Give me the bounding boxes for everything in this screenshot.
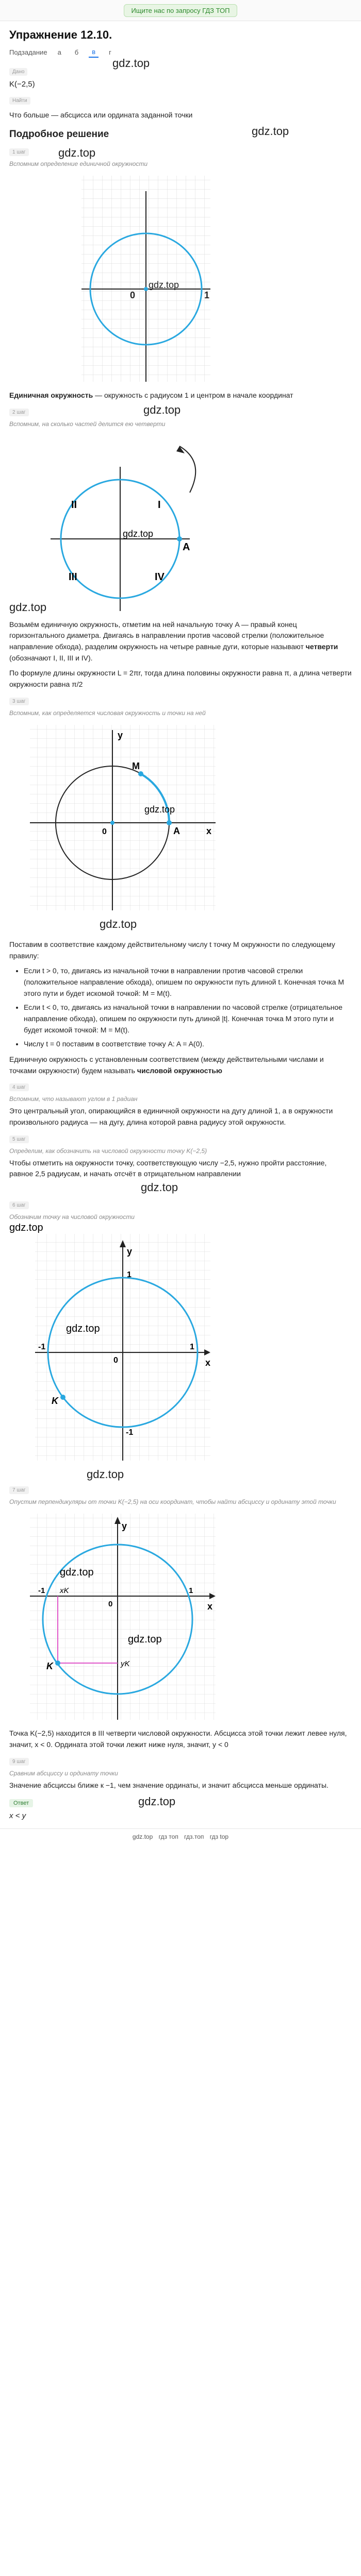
step-label: 4 шаг [9, 1083, 29, 1091]
footer-item[interactable]: гдз top [209, 1833, 229, 1841]
minus-one-x-label: -1 [38, 1343, 46, 1352]
origin-label: 0 [113, 1356, 118, 1365]
quarter-iii: III [69, 571, 77, 583]
step-5 [9, 1132, 352, 1198]
step-text-1 [9, 619, 352, 664]
quarters-term: четверти [305, 642, 338, 651]
minus-one-y-label: -1 [126, 1428, 134, 1437]
subtask-tabs [9, 47, 352, 58]
quarters-figure [9, 431, 226, 616]
step-2 [9, 405, 352, 690]
step-label: 2 шаг [9, 409, 29, 416]
footer-item[interactable]: gdz.top [132, 1833, 153, 1841]
direction-arrow [179, 446, 195, 493]
x-label: x [206, 825, 212, 836]
one-label: 1 [204, 290, 210, 300]
y-label: y [122, 1521, 127, 1532]
step-label: 7 шаг [9, 1486, 29, 1494]
grid [30, 725, 216, 910]
tab-g[interactable]: г [109, 48, 111, 56]
find-text: Что больше — абсцисса или ордината заданной точки [9, 111, 193, 119]
quarters-text: Возьмём единичную окружность, отметим на ней начальную точку A — правый конец горизонтального диаметра. Двигаясь в направлении против часовой стрелки (положительное направление обхода), разделим окружность на четыре равные дуги, которые называют [9, 620, 324, 651]
step-hint: Опустим перпендикуляры от точки K(−2,5) на оси координат, чтобы найти абсциссу и ординату этой точки [9, 1498, 336, 1506]
rule-negative: • Если t < 0, то, двигаясь из начальной точки в направлении по часовой стрелке (отрицательное направление обхода), опишем по окружности путь длиной |t|. Конечная точка M этого пути и будет искомой точкой: M = M(t). [24, 1002, 352, 1036]
point-k [60, 1395, 65, 1400]
step-text-2: По формуле длины окружности L = 2πr, тогда длина половины окружности равна π, а длина четверти окружности равна π/2 [9, 669, 352, 689]
quarter-iv: IV [155, 571, 165, 583]
step-hint: Вспомним, на сколько частей делится ею четверти [9, 420, 166, 428]
tab-b[interactable]: б [74, 48, 79, 56]
footer-item[interactable]: гдз.топ [184, 1833, 204, 1841]
footer [0, 1828, 361, 1844]
y-label: y [118, 730, 123, 740]
watermark: gdz.top [9, 600, 47, 614]
step-text: Это центральный угол, опирающийся в единичной окружности на дугу длиной 1, а в окружности произвольного радиуса — на дугу, длина которой равна радиусу этой окружности. [9, 1107, 333, 1127]
page-title: Упражнение 12.10. [9, 28, 112, 41]
watermark: gdz.top [144, 804, 175, 815]
projections-figure [9, 1509, 226, 1725]
watermark: gdz.top [143, 403, 181, 416]
answer-section [9, 1795, 352, 1821]
one-x-label: 1 [190, 1343, 194, 1352]
xk-label: xK [60, 1586, 69, 1596]
step-intro: Поставим в соответствие каждому действительному числу t точку M окружности по следующему правилу: [9, 940, 335, 960]
watermark-row [9, 918, 352, 936]
step-outro [9, 1054, 352, 1076]
step-6 [9, 1198, 352, 1483]
watermark: gdz.top [100, 917, 137, 930]
quarter-ii: II [71, 499, 77, 511]
subtask-label: Подзадание [9, 48, 47, 56]
definition: — окружность с радиусом 1 и центром в начале координат [93, 391, 293, 399]
step-hint: Сравним абсциссу и ординату точки [9, 1769, 118, 1777]
watermark: gdz.top [9, 1224, 43, 1234]
watermark-row [9, 1468, 352, 1483]
rule-positive: • Если t > 0, то, двигаясь из начальной точки в направлении против часовой стрелки (положительное направление обхода), опишем по окружности путь длиной t. Конечная точка M этого пути и будет искомой точкой: M = M(t). [24, 965, 352, 999]
search-hint-link[interactable]: Ищите нас по запросу ГДЗ ТОП [124, 4, 238, 17]
step-label: 5 шаг [9, 1136, 29, 1143]
term: Единичная окружность [9, 391, 93, 399]
point-a [177, 536, 182, 541]
watermark: gdz.top [66, 1323, 100, 1335]
answer-label: Ответ [9, 1799, 33, 1807]
watermark: gdz.top [58, 146, 96, 159]
origin-label: 0 [102, 827, 107, 836]
watermark: gdz.top [149, 280, 179, 290]
step-label: 6 шаг [9, 1201, 29, 1209]
rules-list [9, 965, 352, 1050]
step-hint: Вспомним, как определяется числовая окружность и точки на ней [9, 709, 206, 717]
watermark: gdz.top [123, 528, 154, 539]
minus-one-label: -1 [38, 1586, 45, 1596]
solution-header [9, 125, 352, 140]
step-7 [9, 1483, 352, 1725]
numeric-circle-figure [9, 720, 226, 916]
one-label: 1 [189, 1586, 193, 1596]
watermark: gdz.top [138, 1795, 176, 1808]
step-hint: Вспомним определение единичной окружности [9, 160, 148, 167]
step-3 [9, 694, 352, 1077]
solution-title: Подробное решение [9, 129, 109, 140]
x-label: x [205, 1358, 211, 1368]
x-label: x [207, 1601, 213, 1612]
yk-label: yK [121, 1659, 130, 1669]
m-label: M [132, 760, 140, 771]
step-4 [9, 1080, 352, 1128]
step-text [9, 390, 352, 401]
step-1 [9, 145, 352, 401]
step-hint: Обозначим точку на числовой окружности [9, 1213, 135, 1221]
a-label: A [173, 825, 180, 836]
watermark: gdz.top [87, 1468, 124, 1481]
outro-text: Единичную окружность с установленным соответствием (между действительными числами и точками окружности) будем называть [9, 1055, 324, 1075]
step-text: Значение абсциссы ближе к −1, чем значение ординаты, и значит абсцисса меньше ординаты. [9, 1781, 329, 1789]
origin-label: 0 [108, 1600, 113, 1609]
given-value: K(−2,5) [9, 80, 35, 89]
point-a [167, 820, 172, 825]
footer-item[interactable]: гдз топ [158, 1833, 178, 1841]
step-8 [9, 1728, 352, 1750]
quarters-end: (обозначают I, II, III и IV). [9, 653, 93, 662]
step-text: Точка K(−2,5) находится в III четверти числовой окружности. Абсцисса этой точки лежит левее нуля, значит, x < 0. Ордината этой точки лежит ниже нуля, значит, y < 0 [9, 1729, 347, 1749]
origin-point [110, 821, 114, 825]
outro-term: числовой окружностью [137, 1066, 222, 1075]
point-k [55, 1660, 60, 1666]
watermark: gdz.top [60, 1567, 94, 1579]
watermark: gdz.top [112, 57, 150, 70]
step-text: Чтобы отметить на окружности точку, соответствующую числу −2,5, нужно пройти расстояние, равное 2,5 радиусам, и начать отсчёт в отрицательном направлении [9, 1158, 327, 1178]
given-label: Дано [9, 68, 27, 76]
tab-v[interactable]: в [89, 47, 99, 58]
find-label: Найти [9, 97, 30, 105]
step-label: 9 шаг [9, 1758, 29, 1766]
tab-a[interactable]: а [57, 48, 61, 56]
rule-zero: • Числу t = 0 поставим в соответствие точку A: A = A(0). [24, 1039, 352, 1050]
watermark: gdz.top [128, 1634, 162, 1646]
point-k-figure [9, 1224, 226, 1466]
label-a: A [183, 541, 190, 553]
k-label: K [52, 1396, 58, 1406]
unit-circle-figure [9, 171, 226, 387]
one-y-label: 1 [127, 1270, 132, 1280]
top-bar [0, 0, 361, 21]
step-hint: Определим, как обозначить на числовой окружности точку K(−2,5) [9, 1147, 207, 1155]
answer-value: x < y [9, 1811, 26, 1821]
step-label: 1 шаг [9, 148, 29, 156]
content [0, 28, 361, 1820]
watermark: gdz.top [252, 125, 289, 138]
center-point [144, 287, 148, 291]
watermark: gdz.top [141, 1181, 178, 1194]
watermark-row [9, 1181, 352, 1198]
step-9 [9, 1755, 352, 1791]
quarter-i: I [158, 499, 161, 511]
step-hint: Вспомним, что называют углом в 1 радиан [9, 1095, 138, 1103]
origin-label: 0 [130, 290, 136, 300]
k-label: K [46, 1661, 53, 1672]
y-label: y [127, 1246, 133, 1257]
step-label: 3 шаг [9, 698, 29, 705]
point-m [138, 771, 143, 776]
